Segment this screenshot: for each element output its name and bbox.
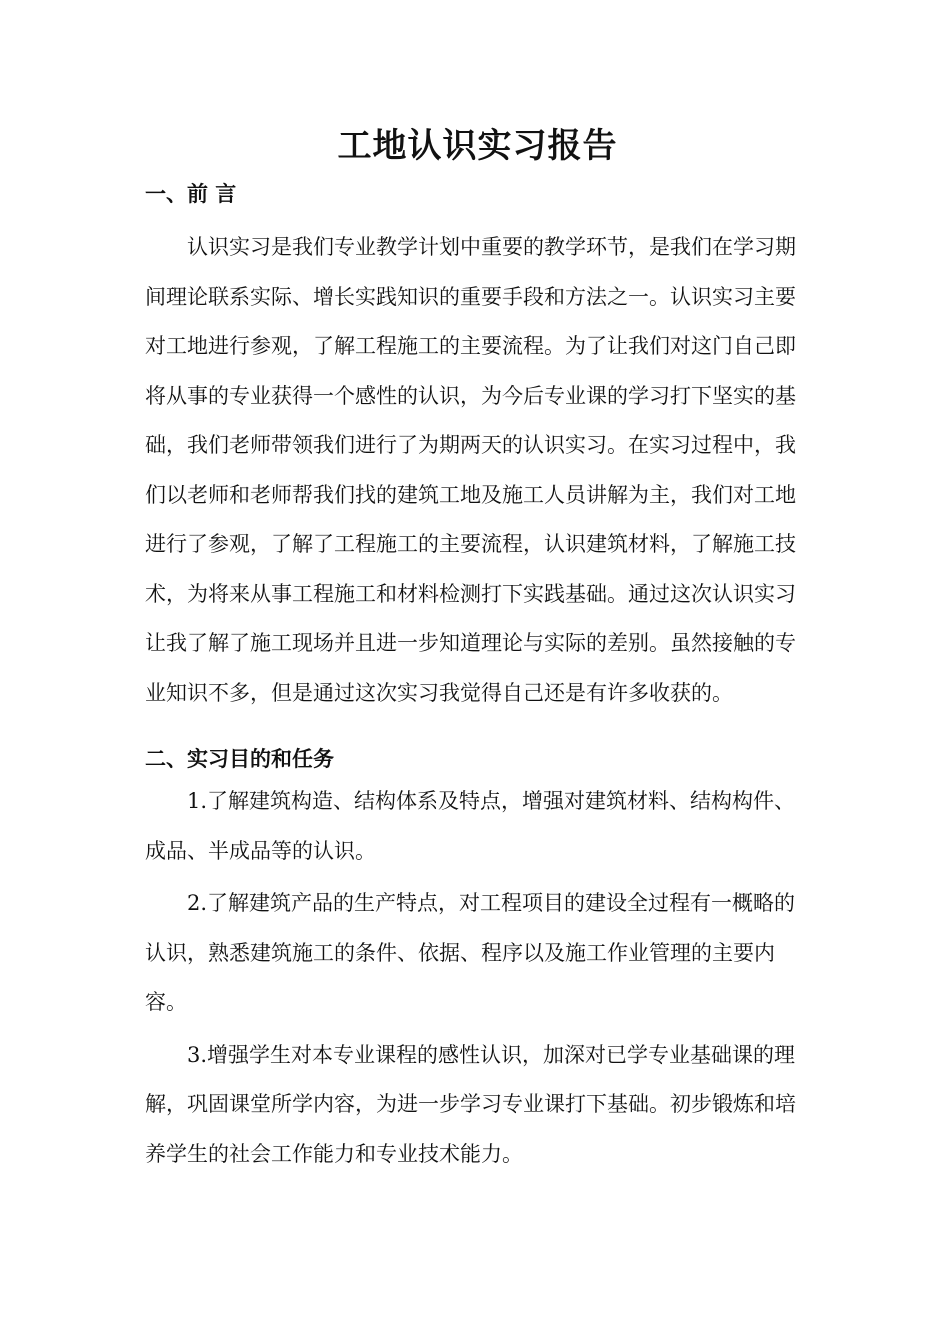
- task-item-3: 3.增强学生对本专业课程的感性认识，加深对已学专业基础课的理解，巩固课堂所学内容，为进一步学习专业课打下基础。初步锻炼和培养学生的社会工作能力和专业技术能力。: [145, 1042, 796, 1166]
- task-item-2: 2.了解建筑产品的生产特点，对工程项目的建设全过程有一概略的认识，熟悉建筑施工的条件、依据、程序以及施工作业管理的主要内容。: [145, 891, 796, 1014]
- section-heading-goals-and-tasks: 二、实习目的和任务: [145, 747, 334, 771]
- task-item-1: 1.了解建筑构造、结构体系及特点，增强对建筑材料、结构构件、成品、半成品等的认识。: [145, 789, 796, 863]
- section-heading-preface: 一、前 言: [145, 182, 237, 206]
- document-content: [145, 115, 810, 1179]
- document-title: 工地认识实习报告: [337, 126, 618, 166]
- preface-paragraph: 认识实习是我们专业教学计划中重要的教学环节，是我们在学习期间理论联系实际、增长实践知识的重要手段和方法之一。认识实习主要对工地进行参观，了解工程施工的主要流程。为了让我们对这门自己即将从事的专业获得一个感性的认识，为今后专业课的学习打下坚实的基础，我们老师带领我们进行了为期两天的认识实习。在实习过程中，我们以老师和老师帮我们找的建筑工地及施工人员讲解为主，我们对工地进行了参观，了解了工程施工的主要流程，认识建筑材料，了解施工技术，为将来从事工程施工和材料检测打下实践基础。通过这次认识实习让我了解了施工现场并且进一步知道理论与实际的差别。虽然接触的专业知识不多，但是通过这次实习我觉得自己还是有许多收获的。: [145, 235, 796, 705]
